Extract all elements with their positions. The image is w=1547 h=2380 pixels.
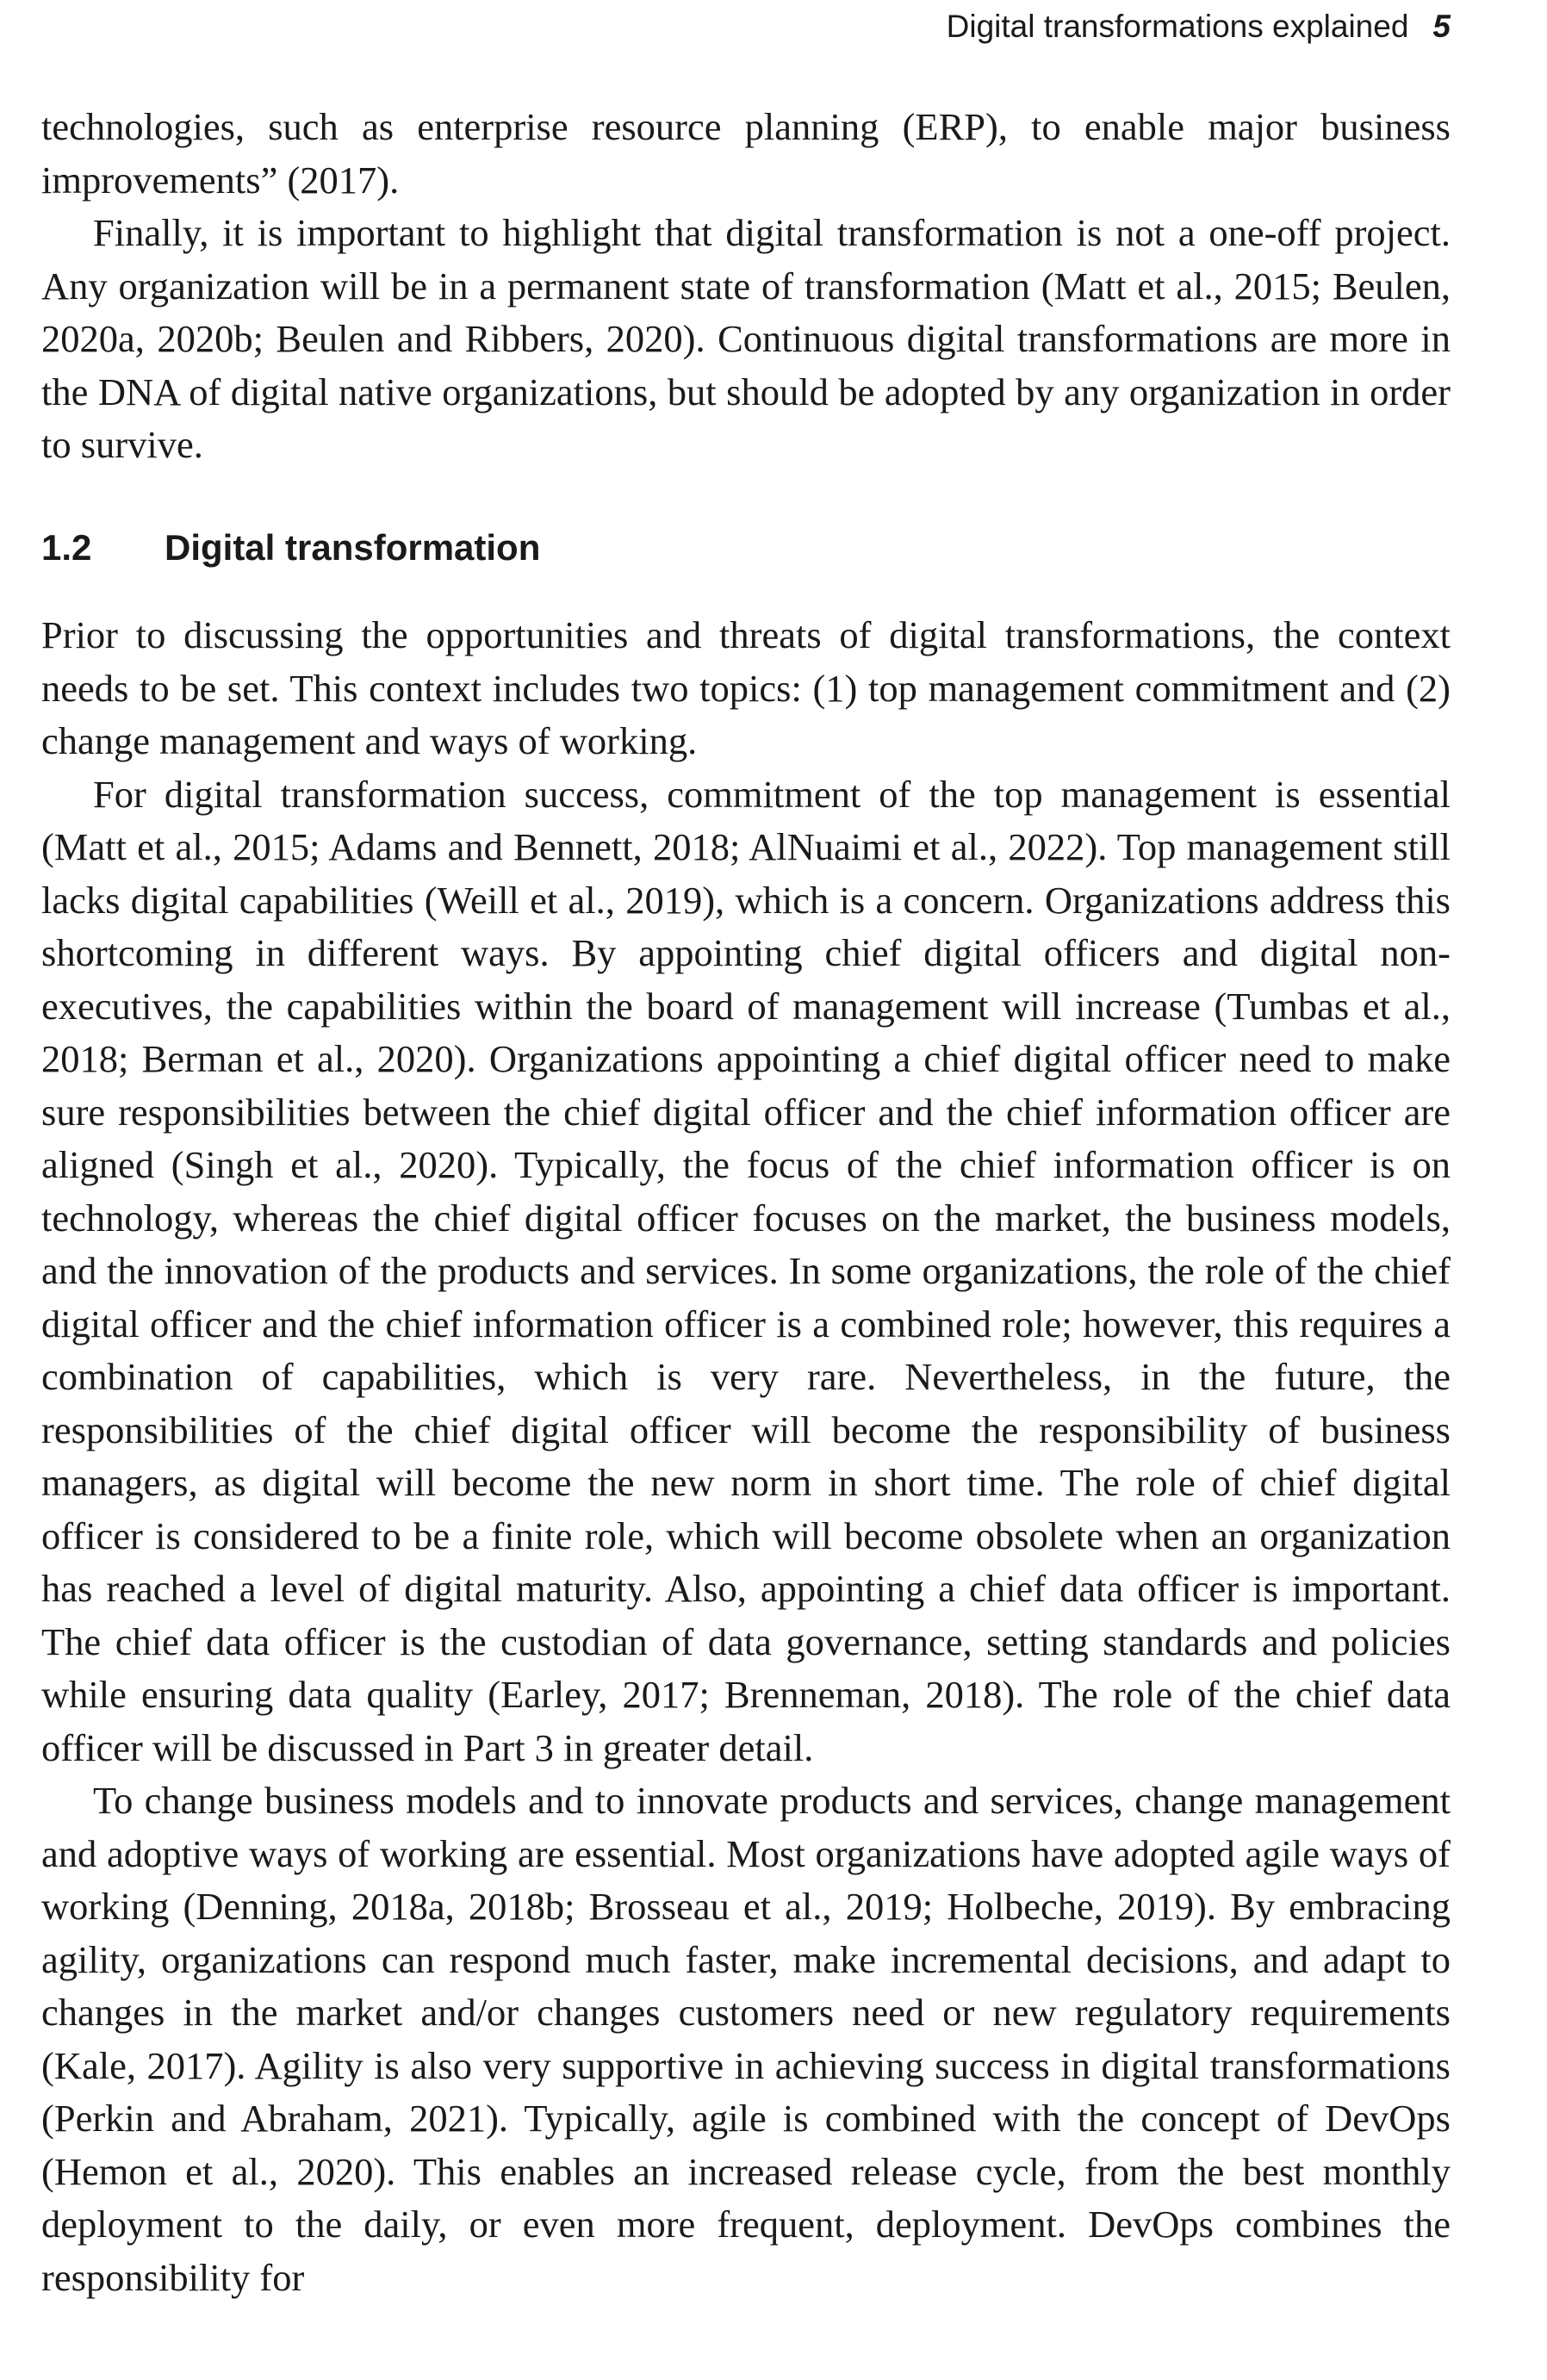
running-header [947, 9, 1451, 45]
section-heading [41, 527, 540, 569]
section-number: 1.2 [41, 527, 92, 568]
paragraph-context: Prior to discussing the opportunities and threats of digital transformations, the context needs to be set. This context includes two topics: (1) top management commitment and (2) change management and ways of working. [41, 613, 1451, 762]
paragraph-top-management: For digital transformation success, commitment of the top management is essential (Matt et al., 2015; Adams and Bennett, 2018; AlNuaimi et al., 2022). Top management still lacks digital capabilities (Weill et al., 2019), which is a concern. Organizations address this shortcoming in different ways. By appointing chief digital officers and digital non-executives, the capabilities within the board of management will increase (Tumbas et al., 2018; Berman et al., 2020). Organizations appointing a chief digital officer need to make sure responsibilities between the chief digital officer and the chief information officer are aligned (Singh et al., 2020). Typically, the focus of the chief information officer is on technology, whereas the chief digital officer focuses on the market, the business models, and the innovation of the products and services. In some organizations, the role of the chief digital officer and the chief information officer is a combined role; however, this requires a combination of capabilities, which is very rare. Nevertheless, in the future, the responsibilities of the chief digital officer will become the responsibility of business managers, as digital will become the new norm in short time. The role of chief digital officer is considered to be a finite role, which will become obsolete when an organization has reached a level of digital maturity. Also, appointing a chief data officer is important. The chief data officer is the custodian of data governance, setting standards and policies while ensuring data quality (Earley, 2017; Brenneman, 2018). The role of the chief data officer will be discussed in Part 3 in greater detail. [41, 772, 1451, 1769]
paragraph-change-management: To change business models and to innovate products and services, change management and adoptive ways of working are essential. Most organizations have adopted agile ways of working (Denning, 2018a, 2018b; Brosseau et al., 2019; Holbeche, 2019). By embracing agility, organizations can respond much faster, make incremental decisions, and adapt to changes in the market and/or changes customers need or new regulatory requirements (Kale, 2017). Agility is also very supportive in achieving success in digital transformations (Perkin and Abraham, 2021). Typically, agile is combined with the concept of DevOps (Hemon et al., 2020). This enables an increased release cycle, from the best monthly deployment to the daily, or even more frequent, deployment. DevOps combines the responsibility for [41, 1779, 1451, 2299]
paragraph-finally: Finally, it is important to highlight that digital transformation is not a one-off project. Any organization will be in a permanent state of transformation (Matt et al., 2015; Beulen, 2020a, 2020b; Beulen and Ribbers, 2020). Continuous digital transformations are more in the DNA of digital native organizations, but should be adopted by any organization in order to survive. [41, 211, 1451, 466]
continuation-text [41, 101, 1451, 472]
page-number: 5 [1432, 9, 1451, 44]
section-body [41, 609, 1451, 2304]
running-title: Digital transformations explained [946, 9, 1409, 44]
section-title: Digital transformation [165, 527, 541, 568]
paragraph-continued: technologies, such as enterprise resource planning (ERP), to enable major business improvements” (2017). [41, 105, 1451, 202]
